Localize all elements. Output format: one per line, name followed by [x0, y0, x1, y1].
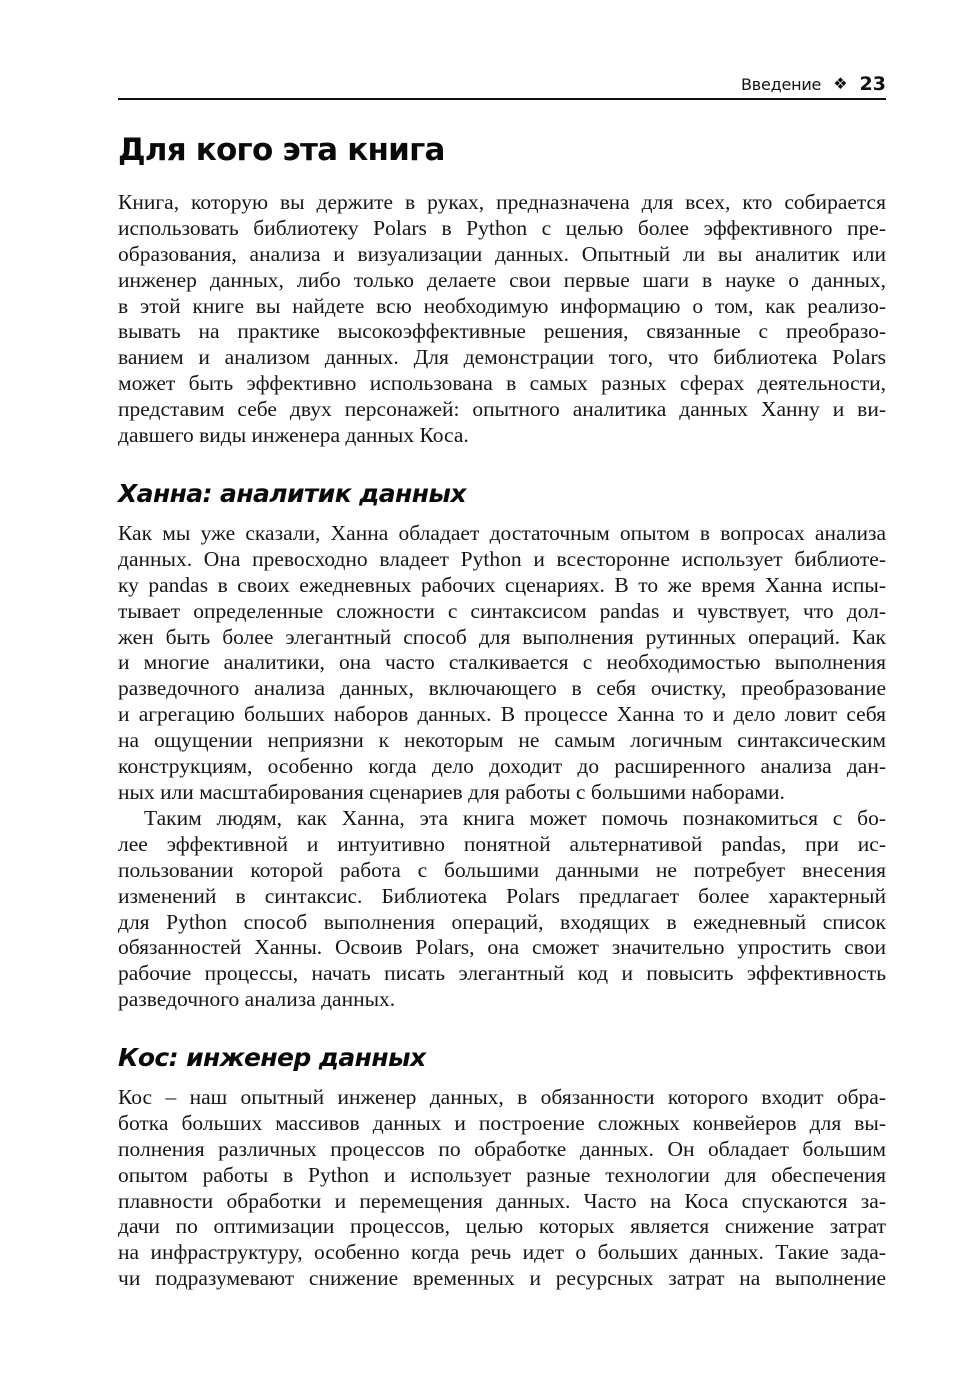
- text-line: на ощущении неприязни к некоторым не самым логичным синтаксическим: [118, 728, 886, 753]
- intro-paragraph: [118, 190, 886, 449]
- text-line: данных. Она превосходно владеет Python и всесторонне использует библиоте-: [118, 546, 886, 571]
- text-line: в этой книге вы найдете всю необходимую информацию о том, как реализо-: [118, 293, 886, 318]
- text-line: Таким людям, как Ханна, эта книга может помочь познакомиться с бо-: [144, 806, 886, 830]
- text-line: и многие аналитики, она часто сталкивается с необходимостью выполнения: [118, 650, 886, 675]
- text-line: инженер данных, либо только делаете свои первые шаги в науке о данных,: [118, 267, 886, 292]
- kos-paragraph-1: [118, 1085, 886, 1292]
- text-line: опытом работы в Python и использует разные технологии для обеспечения: [118, 1162, 886, 1187]
- text-line: разведочного анализа данных.: [118, 987, 396, 1012]
- text-line: Кос – наш опытный инженер данных, в обязанности которого входит обра-: [118, 1085, 886, 1109]
- section-title: Для кого эта книга: [118, 132, 445, 168]
- header-rule: [118, 98, 886, 100]
- text-line: образования, анализа и визуализации данных. Опытный ли вы аналитик или: [118, 241, 886, 266]
- text-line: ку pandas в своих ежедневных рабочих сценариях. В то же время Ханна испы-: [118, 572, 886, 597]
- text-line: полнения различных процессов по обработке данных. Он обладает большим: [118, 1136, 886, 1161]
- text-line: ботка больших массивов данных и построение сложных конвейеров для вы-: [118, 1110, 886, 1135]
- text-line: плавности обработки и перемещения данных. Часто на Коса спускаются за-: [118, 1188, 886, 1213]
- ornament-icon: ❖: [833, 74, 848, 93]
- running-head-section: Введение: [740, 74, 822, 94]
- text-line: на инфраструктуру, особенно когда речь идет о больших данных. Такие зада-: [118, 1240, 886, 1265]
- hanna-paragraph-1: [118, 521, 886, 806]
- page-number: 23: [859, 73, 886, 95]
- text-line: обязанностей Ханны. Освоив Polars, она сможет значительно упростить свои: [118, 935, 886, 960]
- text-line: ванием и анализом данных. Для демонстрации того, что библиотека Polars: [118, 345, 886, 370]
- running-head: [741, 70, 886, 98]
- text-line: использовать библиотеку Polars в Python с целью более эффективного пре-: [118, 215, 886, 240]
- text-line: может быть эффективно использована в самых разных сферах деятельности,: [118, 371, 886, 396]
- text-line: давшего виды инженера данных Коса.: [118, 423, 469, 448]
- text-line: рабочие процессы, начать писать элегантный код и повысить эффективность: [118, 961, 886, 986]
- text-line: и агрегацию больших наборов данных. В процессе Ханна то и дело ловит себя: [118, 702, 886, 727]
- hanna-paragraph-2: [118, 806, 886, 1013]
- text-line: ных или масштабирования сценариев для работы с большими наборами.: [118, 779, 785, 804]
- text-line: конструкциям, особенно когда дело доходит до расширенного анализа дан-: [118, 754, 886, 779]
- text-line: тывает определенные сложности с синтаксисом pandas и чувствует, что дол-: [118, 598, 886, 623]
- text-line: вывать на практике высокоэффективные решения, связанные с преобразо-: [118, 319, 886, 344]
- subheading-kos: Кос: инженер данных: [118, 1043, 426, 1072]
- text-line: изменений в синтаксис. Библиотека Polars предлагает более характерный: [118, 883, 886, 908]
- text-line: чи подразумевают снижение временных и ресурсных затрат на выполнение: [118, 1266, 886, 1291]
- text-line: Как мы уже сказали, Ханна обладает достаточным опытом в вопросах анализа: [118, 521, 886, 545]
- text-line: дачи по оптимизации процессов, целью которых является снижение затрат: [118, 1214, 886, 1239]
- text-line: разведочного анализа данных, включающего в себя очистку, преобразование: [118, 676, 886, 701]
- text-line: лее эффективной и интуитивно понятной альтернативой pandas, при ис-: [118, 831, 886, 856]
- text-line: представим себе двух персонажей: опытного аналитика данных Ханну и ви-: [118, 397, 886, 422]
- text-line: жен быть более элегантный способ для выполнения рутинных операций. Как: [118, 624, 886, 649]
- text-line: для Python способ выполнения операций, входящих в ежедневный список: [118, 909, 886, 934]
- text-line: Книга, которую вы держите в руках, предназначена для всех, кто собирается: [118, 190, 886, 214]
- text-line: пользовании которой работа с большими данными не потребует внесения: [118, 857, 886, 882]
- subheading-hanna: Ханна: аналитик данных: [118, 479, 466, 508]
